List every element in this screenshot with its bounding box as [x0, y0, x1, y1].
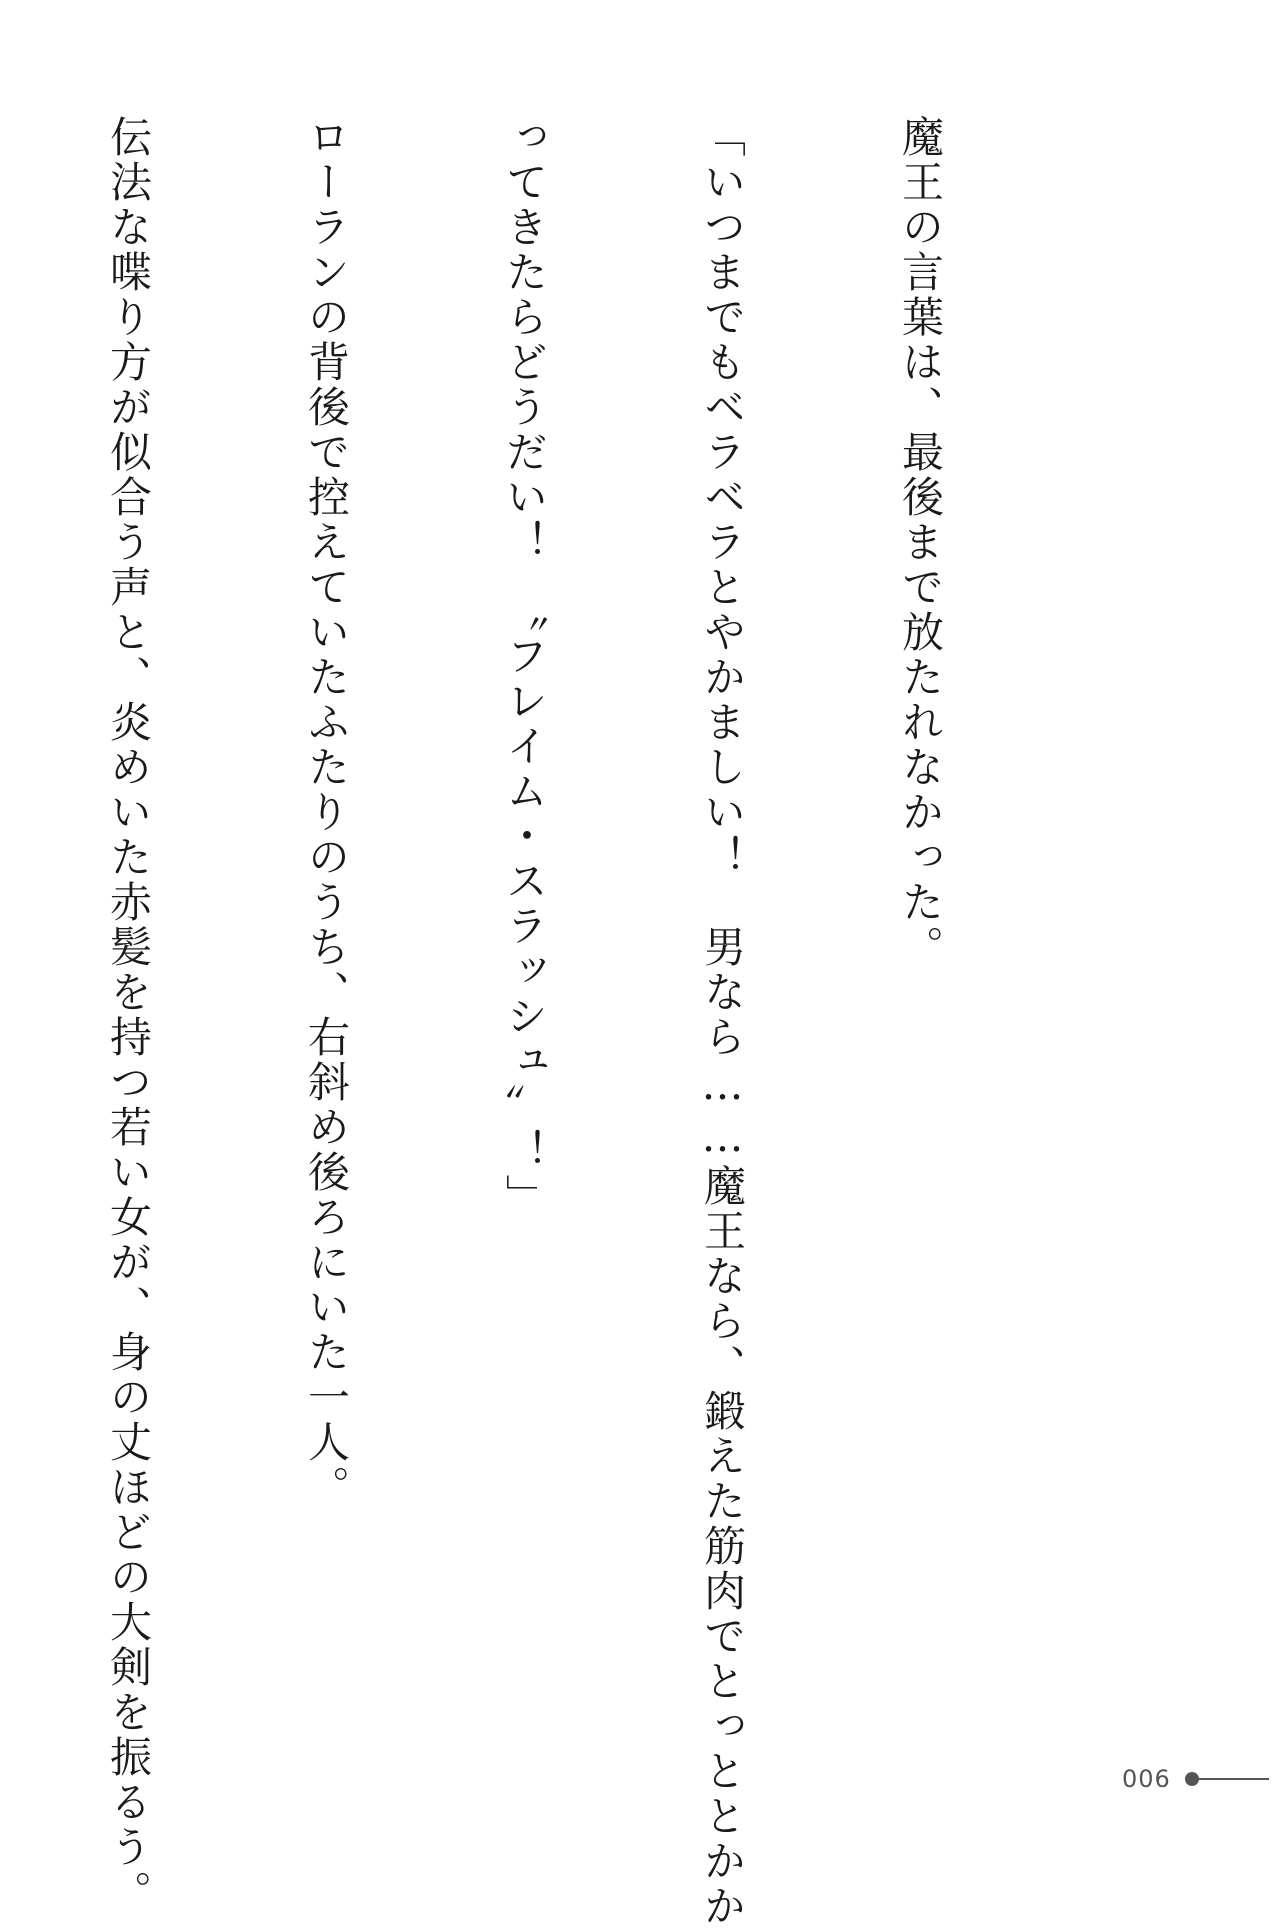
page-marker-rule	[1199, 1778, 1269, 1780]
page-marker-dot-icon	[1185, 1772, 1199, 1786]
text-line: ローランの背後で控えていたふたりのうち、右斜め後ろにいた一人。	[302, 115, 351, 1510]
text-line: ってきたらどうだい！ 〝フレイム・スラッシュ〟！」	[500, 115, 549, 1219]
text-line: 魔王の言葉は、最後まで放たれなかった。	[896, 115, 945, 970]
page-number: 006	[1122, 1765, 1171, 1793]
text-line: 「いつまでもベラベラとやかましい！ 男なら……魔王なら、鍛えた筋肉でとっととかか	[698, 115, 747, 1929]
text-line: 伝法な喋り方が似合う声と、炎めいた赤髪を持つ若い女が、身の丈ほどの大剣を振るう。	[104, 115, 153, 1915]
body-text	[0, 115, 1085, 1929]
page-footer	[1122, 1764, 1269, 1794]
